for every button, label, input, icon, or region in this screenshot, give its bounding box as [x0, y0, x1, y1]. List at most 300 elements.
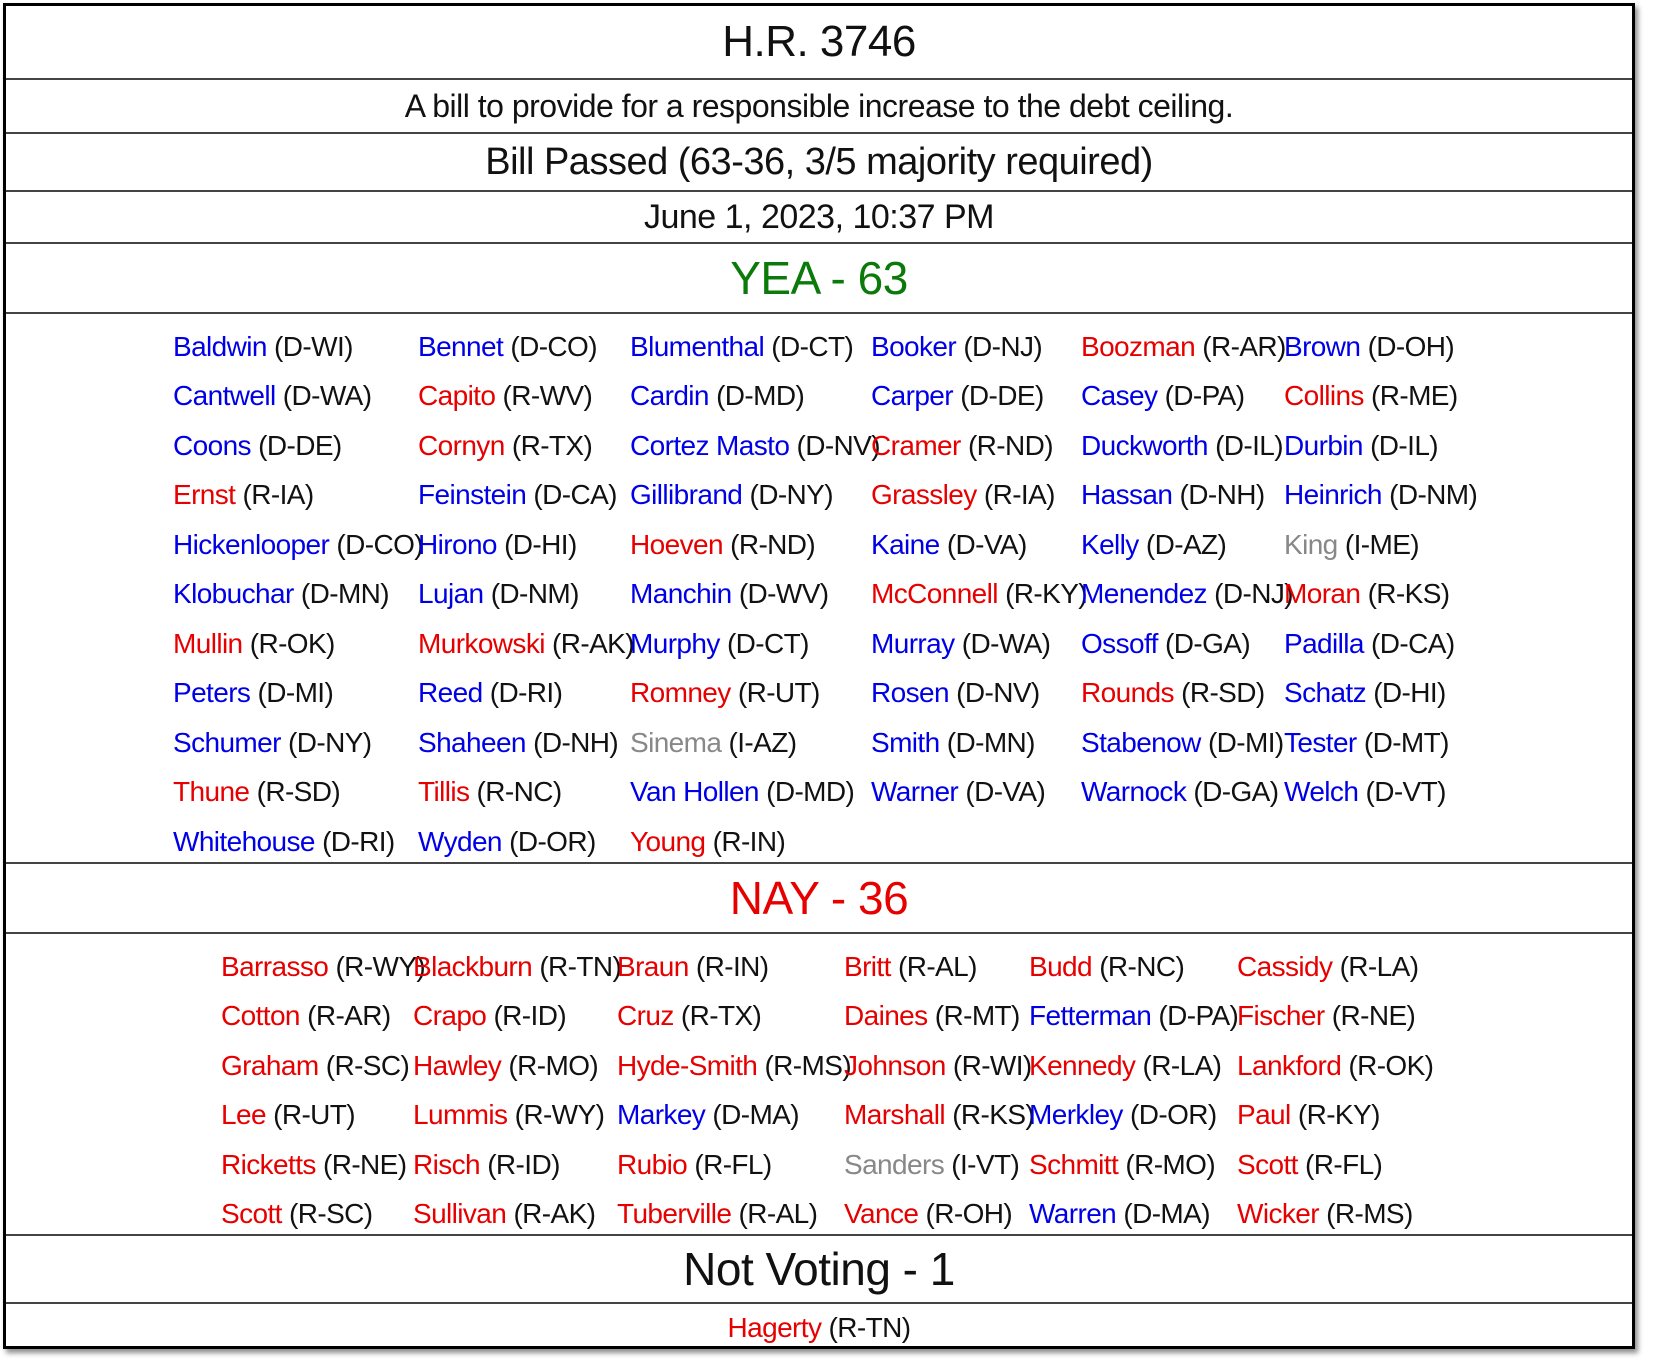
senator-entry	[844, 950, 1029, 982]
senator-name: Lee	[221, 1099, 266, 1131]
senator-entry	[418, 679, 630, 707]
senator-name: Sullivan	[413, 1198, 507, 1230]
senator-name: Whitehouse	[173, 825, 315, 857]
senator-entry	[617, 950, 844, 982]
senator-name: Hoeven	[630, 528, 723, 560]
senator-party-state: (D-VA)	[965, 776, 1046, 808]
senator-name: Menendez	[1081, 578, 1207, 610]
senator-entry	[1284, 528, 1484, 560]
senator-entry	[1029, 1049, 1237, 1081]
senator-name: Duckworth	[1081, 429, 1208, 461]
senator-name: Peters	[173, 677, 251, 709]
senator-entry	[871, 528, 1081, 560]
bill-description: A bill to provide for a responsible increase to the debt ceiling.	[6, 80, 1632, 134]
senator-name: Barrasso	[221, 950, 329, 982]
senator-entry	[418, 726, 630, 758]
senator-entry	[617, 1200, 844, 1228]
senator-name: Reed	[418, 677, 483, 709]
senator-name: Carper	[871, 380, 953, 412]
senator-party-state: (D-OH)	[1367, 330, 1455, 362]
senator-entry	[630, 481, 871, 509]
senator-name: Thune	[173, 776, 250, 808]
senator-entry	[413, 1101, 617, 1129]
senator-party-state: (D-CT)	[771, 330, 854, 362]
nay-section	[6, 934, 1632, 1236]
senator-entry	[1284, 778, 1484, 806]
senator-entry	[844, 1002, 1029, 1030]
senator-name: Fetterman	[1029, 1000, 1152, 1032]
senator-party-state: (D-GA)	[1193, 776, 1279, 808]
senator-name: McConnell	[871, 578, 998, 610]
senator-party-state: (I-AZ)	[728, 726, 797, 758]
senator-party-state: (R-LA)	[1142, 1049, 1222, 1081]
senator-entry	[418, 382, 630, 410]
senator-entry	[418, 330, 630, 362]
senator-name: Schatz	[1284, 677, 1366, 709]
senator-party-state: (R-TN)	[828, 1312, 911, 1343]
senator-party-state: (D-HI)	[504, 528, 577, 560]
senator-entry	[871, 726, 1081, 758]
senator-party-state: (D-NM)	[1389, 479, 1478, 511]
senator-entry	[1029, 950, 1237, 982]
senator-entry	[630, 679, 871, 707]
senator-entry	[871, 382, 1081, 410]
senator-party-state: (D-NM)	[490, 578, 579, 610]
senator-party-state: (D-MN)	[946, 726, 1035, 758]
senator-entry	[1237, 950, 1437, 982]
senator-name: King	[1284, 528, 1338, 560]
senator-name: Kennedy	[1029, 1049, 1136, 1081]
senator-party-state: (D-NJ)	[963, 330, 1043, 362]
senator-entry	[1081, 528, 1284, 560]
senator-party-state: (R-IA)	[242, 479, 314, 511]
senator-entry	[1284, 330, 1484, 362]
senator-entry	[173, 528, 424, 560]
senator-name: Lankford	[1237, 1049, 1342, 1081]
senator-entry	[844, 1200, 1029, 1228]
senator-entry	[630, 580, 871, 608]
senator-name: Manchin	[630, 578, 732, 610]
bill-title: H.R. 3746	[6, 6, 1632, 80]
vote-datetime: June 1, 2023, 10:37 PM	[6, 192, 1632, 244]
senator-name: Marshall	[844, 1099, 946, 1131]
senator-name: Hagerty	[727, 1312, 822, 1343]
senator-name: Kelly	[1081, 528, 1139, 560]
senator-entry	[630, 825, 871, 857]
senator-name: Vance	[844, 1198, 919, 1230]
senator-party-state: (R-NC)	[476, 776, 562, 808]
senator-name: Romney	[630, 677, 731, 709]
senator-name: Bennet	[418, 330, 504, 362]
senator-party-state: (D-CA)	[533, 479, 617, 511]
senator-name: Warren	[1029, 1198, 1117, 1230]
senator-entry	[1029, 1148, 1237, 1180]
senator-party-state: (R-FL)	[1305, 1148, 1383, 1180]
senator-entry	[418, 528, 630, 560]
senator-entry	[844, 1099, 1035, 1131]
senator-entry	[617, 1002, 844, 1030]
senator-name: Sinema	[630, 726, 722, 758]
senator-name: Rubio	[617, 1148, 688, 1180]
yea-heading: YEA - 63	[6, 244, 1632, 314]
senator-party-state: (R-KS)	[1367, 578, 1450, 610]
vote-result: Bill Passed (63-36, 3/5 majority required)	[6, 134, 1632, 192]
senator-party-state: (R-NE)	[1331, 1000, 1416, 1032]
senator-entry	[173, 627, 418, 659]
senator-party-state: (R-OK)	[249, 627, 335, 659]
senator-entry	[1237, 1148, 1437, 1180]
senator-party-state: (D-PA)	[1158, 1000, 1239, 1032]
senator-party-state: (R-TX)	[680, 1000, 762, 1032]
senator-entry	[1081, 481, 1284, 509]
senator-name: Cortez Masto	[630, 429, 790, 461]
senator-name: Wyden	[418, 825, 502, 857]
senator-name: Hickenlooper	[173, 528, 330, 560]
senator-party-state: (D-NY)	[749, 479, 833, 511]
senator-party-state: (D-CA)	[1371, 627, 1455, 659]
senator-party-state: (D-DE)	[258, 429, 342, 461]
senator-name: Braun	[617, 950, 689, 982]
senator-party-state: (R-ME)	[1371, 380, 1458, 412]
senator-name: Cantwell	[173, 380, 276, 412]
senator-name: Scott	[1237, 1148, 1298, 1180]
senator-party-state: (R-NE)	[322, 1148, 407, 1180]
senator-name: Smith	[871, 726, 940, 758]
senator-name: Baldwin	[173, 330, 267, 362]
senator-party-state: (D-NV)	[796, 429, 880, 461]
senator-party-state: (D-RI)	[322, 825, 395, 857]
senator-entry	[418, 429, 630, 461]
yea-member-grid	[173, 322, 1484, 867]
senator-name: Murphy	[630, 627, 720, 659]
senator-entry	[413, 1002, 617, 1030]
senator-party-state: (R-OK)	[1348, 1049, 1434, 1081]
senator-entry	[617, 1049, 852, 1081]
senator-party-state: (R-AR)	[307, 1000, 391, 1032]
senator-party-state: (R-MT)	[934, 1000, 1020, 1032]
senator-name: Padilla	[1284, 627, 1364, 659]
senator-entry	[844, 1049, 1032, 1081]
senator-party-state: (R-AK)	[513, 1198, 596, 1230]
senator-entry	[418, 481, 630, 509]
senator-entry	[1081, 778, 1284, 806]
senator-party-state: (R-KS)	[952, 1099, 1035, 1131]
senator-party-state: (R-TN)	[539, 950, 622, 982]
senator-name: Graham	[221, 1049, 319, 1081]
senator-party-state: (R-ID)	[493, 1000, 567, 1032]
senator-entry	[1284, 580, 1484, 608]
senator-entry	[871, 429, 1081, 461]
senator-entry	[173, 481, 418, 509]
senator-party-state: (I-ME)	[1344, 528, 1419, 560]
senator-party-state: (D-AZ)	[1145, 528, 1227, 560]
senator-entry	[871, 578, 1088, 610]
senator-entry	[221, 1049, 413, 1081]
senator-entry	[630, 726, 871, 758]
senator-party-state: (D-WI)	[274, 330, 353, 362]
senator-name: Grassley	[871, 479, 977, 511]
senator-name: Boozman	[1081, 330, 1196, 362]
senator-entry	[173, 778, 418, 806]
senator-name: Murray	[871, 627, 955, 659]
senator-entry	[413, 1200, 617, 1228]
senator-party-state: (R-OH)	[925, 1198, 1013, 1230]
senator-name: Collins	[1284, 380, 1364, 412]
senator-name: Cotton	[221, 1000, 300, 1032]
senator-party-state: (D-GA)	[1165, 627, 1251, 659]
senator-entry	[1081, 679, 1284, 707]
senator-name: Budd	[1029, 950, 1092, 982]
senator-party-state: (D-WA)	[961, 627, 1051, 659]
senator-name: Blackburn	[413, 950, 533, 982]
senator-name: Brown	[1284, 330, 1361, 362]
senator-party-state: (D-VA)	[946, 528, 1027, 560]
nay-member-grid	[221, 942, 1437, 1239]
senator-name: Klobuchar	[173, 578, 294, 610]
senator-party-state: (D-MI)	[1207, 726, 1284, 758]
senator-name: Schmitt	[1029, 1148, 1119, 1180]
senator-entry	[1029, 1101, 1237, 1129]
senator-party-state: (D-MD)	[766, 776, 855, 808]
senator-party-state: (R-SC)	[289, 1198, 373, 1230]
senator-party-state: (D-NH)	[1179, 479, 1265, 511]
senator-party-state: (D-CO)	[510, 330, 597, 362]
senator-entry	[173, 330, 418, 362]
senator-party-state: (D-MI)	[257, 677, 334, 709]
senator-entry	[630, 429, 880, 461]
senator-party-state: (I-VT)	[951, 1148, 1020, 1180]
senator-name: Johnson	[844, 1049, 946, 1081]
nay-heading: NAY - 36	[6, 864, 1632, 934]
senator-party-state: (R-MS)	[1326, 1198, 1413, 1230]
senator-name: Hirono	[418, 528, 497, 560]
senator-name: Casey	[1081, 380, 1158, 412]
senator-entry	[173, 726, 418, 758]
senator-name: Ernst	[173, 479, 236, 511]
senator-name: Cruz	[617, 1000, 674, 1032]
senator-name: Warnock	[1081, 776, 1187, 808]
yea-section	[6, 314, 1632, 864]
senator-party-state: (R-KY)	[1005, 578, 1088, 610]
senator-party-state: (R-FL)	[694, 1148, 772, 1180]
senator-party-state: (D-MN)	[300, 578, 390, 610]
senator-name: Capito	[418, 380, 496, 412]
senator-party-state: (D-NV)	[956, 677, 1040, 709]
senator-entry	[630, 330, 871, 362]
senator-entry	[617, 1101, 844, 1129]
senator-name: Young	[630, 825, 706, 857]
senator-party-state: (D-IL)	[1370, 429, 1439, 461]
senator-name: Mullin	[173, 627, 243, 659]
senator-party-state: (D-PA)	[1164, 380, 1245, 412]
senator-entry	[1237, 1002, 1437, 1030]
senator-entry	[1284, 481, 1484, 509]
senator-name: Cassidy	[1237, 950, 1333, 982]
senator-entry	[1081, 330, 1286, 362]
senator-name: Ossoff	[1081, 627, 1158, 659]
senator-entry	[844, 1148, 1029, 1180]
senator-entry	[418, 580, 630, 608]
senator-party-state: (D-OR)	[1130, 1099, 1217, 1131]
senator-party-state: (R-WY)	[514, 1099, 605, 1131]
senator-entry	[630, 778, 871, 806]
senator-party-state: (R-AL)	[897, 950, 977, 982]
senator-name: Wicker	[1237, 1198, 1319, 1230]
senator-party-state: (D-RI)	[489, 677, 563, 709]
senator-entry	[413, 1049, 617, 1081]
senator-party-state: (R-SD)	[1181, 677, 1265, 709]
senator-entry	[871, 679, 1081, 707]
senator-party-state: (D-CO)	[336, 528, 424, 560]
senator-name: Tuberville	[617, 1198, 732, 1230]
senator-name: Rounds	[1081, 677, 1174, 709]
senator-party-state: (R-UT)	[273, 1099, 356, 1131]
senator-party-state: (D-OR)	[509, 825, 596, 857]
senator-party-state: (D-NY)	[288, 726, 372, 758]
senator-party-state: (D-NH)	[533, 726, 619, 758]
senator-name: Daines	[844, 1000, 928, 1032]
senator-name: Schumer	[173, 726, 281, 758]
senator-entry	[1237, 1101, 1437, 1129]
senator-party-state: (R-KY)	[1297, 1099, 1380, 1131]
senator-name: Sanders	[844, 1148, 945, 1180]
senator-party-state: (D-WV)	[738, 578, 829, 610]
senator-name: Britt	[844, 950, 891, 982]
senator-name: Welch	[1284, 776, 1359, 808]
senator-name: Lujan	[418, 578, 484, 610]
senator-party-state: (R-LA)	[1339, 950, 1419, 982]
senator-name: Warner	[871, 776, 959, 808]
senator-party-state: (R-AL)	[738, 1198, 818, 1230]
senator-party-state: (R-TX)	[511, 429, 593, 461]
senator-party-state: (D-VT)	[1365, 776, 1446, 808]
senator-entry	[221, 1200, 413, 1228]
senator-party-state: (R-SD)	[256, 776, 341, 808]
senator-entry	[728, 1314, 911, 1342]
senator-name: Ricketts	[221, 1148, 316, 1180]
senator-name: Durbin	[1284, 429, 1363, 461]
senator-entry	[871, 330, 1081, 362]
senator-entry	[1284, 429, 1484, 461]
senator-name: Heinrich	[1284, 479, 1382, 511]
senator-party-state: (R-IN)	[712, 825, 786, 857]
senator-party-state: (R-UT)	[737, 677, 820, 709]
senator-party-state: (R-AK)	[552, 627, 634, 659]
senator-entry	[871, 481, 1081, 509]
senator-name: Scott	[221, 1198, 282, 1230]
senator-entry	[1237, 1200, 1437, 1228]
senator-name: Van Hollen	[630, 776, 759, 808]
senator-entry	[1081, 627, 1284, 659]
senator-name: Murkowski	[418, 627, 545, 659]
senator-name: Cardin	[630, 380, 709, 412]
senator-entry	[1284, 627, 1484, 659]
senator-name: Rosen	[871, 677, 949, 709]
senator-name: Fischer	[1237, 1000, 1325, 1032]
senator-entry	[173, 580, 418, 608]
senator-party-state: (R-ND)	[730, 528, 816, 560]
senator-party-state: (D-CT)	[726, 627, 809, 659]
senator-name: Cramer	[871, 429, 961, 461]
senator-name: Tester	[1284, 726, 1357, 758]
senator-party-state: (D-MD)	[716, 380, 805, 412]
senator-entry	[173, 382, 418, 410]
senator-entry	[221, 1101, 413, 1129]
senator-entry	[1237, 1049, 1437, 1081]
senator-entry	[1029, 1002, 1237, 1030]
senator-name: Merkley	[1029, 1099, 1123, 1131]
senator-party-state: (R-IN)	[695, 950, 769, 982]
senator-entry	[413, 950, 622, 982]
senator-party-state: (D-NJ)	[1214, 578, 1293, 610]
senator-name: Coons	[173, 429, 251, 461]
senator-entry	[630, 528, 871, 560]
senator-name: Hassan	[1081, 479, 1173, 511]
senator-party-state: (R-MO)	[508, 1049, 599, 1081]
senator-name: Kaine	[871, 528, 940, 560]
not-voting-section	[6, 1304, 1632, 1352]
senator-entry	[871, 778, 1081, 806]
senator-entry	[221, 1002, 413, 1030]
senator-entry	[871, 627, 1081, 659]
senator-entry	[617, 1148, 844, 1180]
senator-name: Hawley	[413, 1049, 502, 1081]
senator-entry	[221, 1148, 413, 1180]
senator-name: Stabenow	[1081, 726, 1201, 758]
senator-name: Markey	[617, 1099, 706, 1131]
senator-name: Hyde-Smith	[617, 1049, 758, 1081]
senator-name: Gillibrand	[630, 479, 743, 511]
senator-entry	[1081, 578, 1293, 610]
senator-party-state: (R-MS)	[764, 1049, 852, 1081]
senator-entry	[1081, 382, 1284, 410]
senator-entry	[1284, 679, 1484, 707]
senator-name: Crapo	[413, 1000, 487, 1032]
senator-entry	[1284, 726, 1484, 758]
senator-entry	[418, 825, 630, 857]
senator-entry	[221, 950, 426, 982]
senator-party-state: (R-ND)	[967, 429, 1053, 461]
senator-party-state: (R-WI)	[952, 1049, 1032, 1081]
senator-entry	[1029, 1200, 1237, 1228]
senator-party-state: (R-SC)	[325, 1049, 410, 1081]
senator-entry	[1284, 382, 1484, 410]
senator-name: Blumenthal	[630, 330, 765, 362]
senator-name: Risch	[413, 1148, 481, 1180]
senator-name: Feinstein	[418, 479, 527, 511]
senator-party-state: (D-HI)	[1373, 677, 1446, 709]
senator-party-state: (D-WA)	[282, 380, 372, 412]
senator-name: Paul	[1237, 1099, 1291, 1131]
senator-entry	[418, 778, 630, 806]
senator-entry	[173, 825, 418, 857]
senator-name: Tillis	[418, 776, 470, 808]
senator-entry	[413, 1148, 617, 1180]
senator-party-state: (R-AR)	[1202, 330, 1286, 362]
senator-entry	[1081, 429, 1284, 461]
not-voting-heading: Not Voting - 1	[6, 1236, 1632, 1304]
senator-party-state: (D-MT)	[1363, 726, 1449, 758]
senator-party-state: (D-MA)	[1123, 1198, 1210, 1230]
senator-name: Moran	[1284, 578, 1361, 610]
senator-entry	[173, 679, 418, 707]
senator-party-state: (R-ID)	[487, 1148, 560, 1180]
senator-entry	[630, 627, 871, 659]
senator-party-state: (R-NC)	[1099, 950, 1185, 982]
senator-party-state: (R-IA)	[983, 479, 1055, 511]
vote-record-card	[3, 3, 1635, 1349]
senator-party-state: (R-MO)	[1125, 1148, 1216, 1180]
